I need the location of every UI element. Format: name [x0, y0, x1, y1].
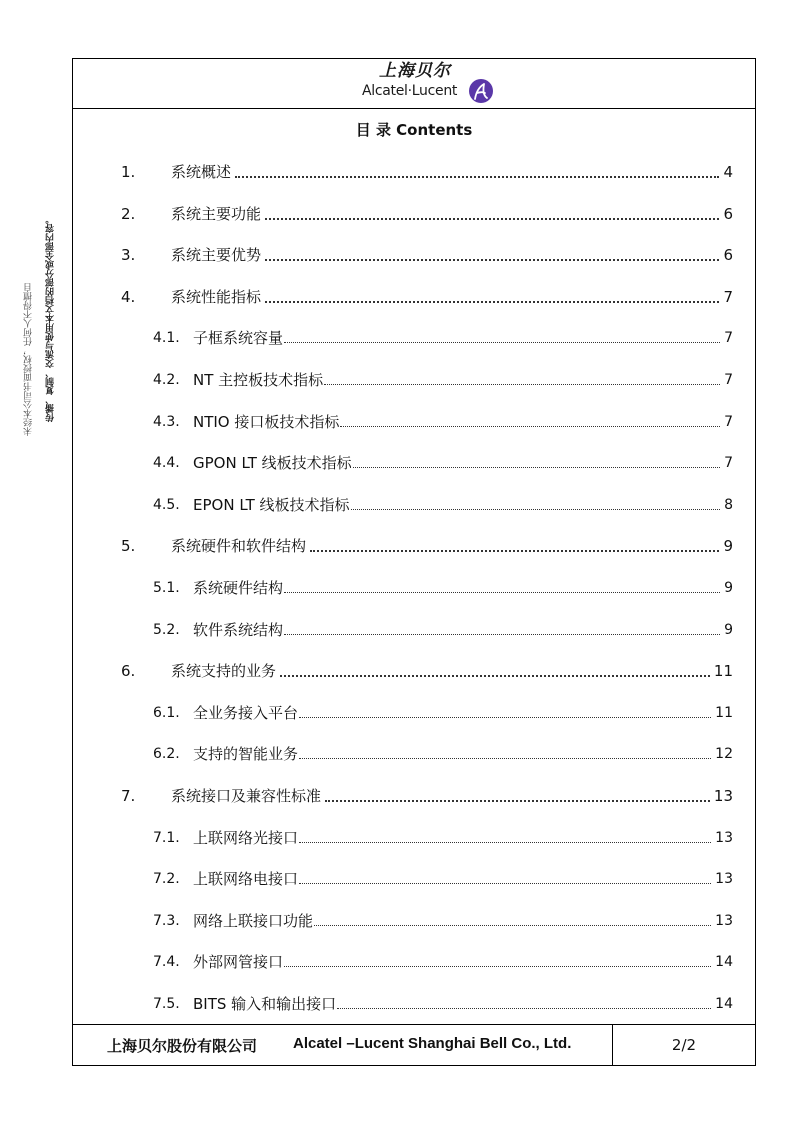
toc-entry-title: 系统主要优势 [171, 246, 262, 265]
toc-entry-title: 上联网络光接口 [193, 828, 299, 847]
page-footer [73, 1024, 755, 1065]
toc-entry-page: 9 [723, 537, 733, 556]
toc-entry-number: 6.1. [153, 704, 180, 721]
toc-entry-title: 系统支持的业务 [171, 662, 277, 681]
toc-entry[interactable] [73, 620, 755, 640]
toc-entry-title: 外部网管接口 [193, 953, 284, 972]
toc-entry-page: 9 [724, 621, 733, 638]
toc-entry-title: EPON LT 线板技术指标 [193, 495, 350, 514]
toc-entry-number: 4. [121, 287, 136, 306]
toc-entry-page: 9 [724, 580, 733, 596]
toc-dot-leader [325, 800, 710, 802]
toc-entry[interactable] [73, 536, 755, 556]
toc-entry-title: 软件系统结构 [193, 620, 284, 639]
toc-entry-page: 7 [724, 413, 733, 430]
toc-entry-title: NT 主控板技术指标 [193, 371, 324, 389]
toc-entry-page: 14 [715, 996, 733, 1012]
toc-entry[interactable] [73, 786, 755, 806]
toc-entry-number: 5.1. [153, 580, 180, 596]
toc-entry-number: 7.5. [153, 996, 180, 1012]
toc-entry-number: 4.1. [153, 330, 180, 347]
toc-entry-page: 11 [715, 704, 733, 721]
toc-entry-number: 4.3. [153, 413, 180, 430]
toc-entry-page: 8 [724, 496, 733, 513]
confidentiality-note-line1: 未经本公司书面授权，任何人不得擅自 [24, 283, 34, 436]
toc-entry-title: 子框系统容量 [193, 329, 284, 348]
toc-dot-leader [299, 717, 711, 718]
toc-dot-leader [299, 842, 711, 843]
toc-entry-page: 13 [715, 829, 733, 846]
toc-entry-number: 6. [121, 662, 136, 681]
toc-entry[interactable] [73, 328, 755, 348]
footer-page-number: 2/2 [671, 1036, 697, 1054]
toc-entry-page: 11 [713, 662, 733, 681]
toc-entry-number: 1. [121, 163, 136, 181]
toc-entry-page: 13 [715, 871, 733, 888]
toc-dot-leader [265, 259, 719, 261]
toc-entry-number: 3. [121, 246, 136, 265]
toc-entry-number: 4.4. [153, 455, 180, 472]
page-header [73, 59, 755, 109]
toc-dot-leader [324, 384, 720, 385]
toc-entry[interactable] [73, 744, 755, 764]
toc-entry-number: 5. [121, 537, 136, 556]
toc-dot-leader [314, 925, 711, 926]
toc-entry-title: 全业务接入平台 [193, 703, 299, 722]
footer-company-english: Alcatel –Lucent Shanghai Bell Co., Ltd. [293, 1035, 572, 1052]
toc-entry[interactable] [73, 162, 755, 182]
toc-dot-leader [235, 176, 719, 178]
alcatel-lucent-logo-icon [468, 78, 494, 104]
toc-dot-leader [310, 550, 719, 552]
toc-entry-number: 7. [121, 787, 136, 805]
toc-dot-leader [280, 675, 710, 677]
toc-entry-page: 13 [713, 787, 733, 805]
document-page [72, 58, 756, 1066]
toc-entry-number: 2. [121, 204, 136, 223]
toc-entry[interactable] [73, 869, 755, 889]
toc-entry[interactable] [73, 287, 755, 307]
toc-entry[interactable] [73, 911, 755, 931]
toc-entry-number: 7.4. [153, 954, 180, 971]
toc-dot-leader [299, 758, 711, 759]
toc-dot-leader [284, 966, 711, 967]
toc-entry-number: 4.2. [153, 372, 180, 388]
logo-chinese-text: 上海贝尔 [379, 61, 451, 81]
toc-entry-page: 6 [723, 204, 733, 223]
toc-entry-page: 7 [723, 287, 733, 306]
toc-entry[interactable] [73, 245, 755, 265]
toc-dot-leader [284, 634, 720, 635]
footer-company-chinese: 上海贝尔股份有限公司 [107, 1037, 258, 1055]
toc-title: 目 录 Contents [355, 121, 473, 139]
toc-entry-number: 4.5. [153, 496, 180, 513]
toc-entry-title: BITS 输入和输出接口 [193, 995, 337, 1013]
toc-dot-leader [265, 218, 719, 220]
toc-entry-title: 系统接口及兼容性标准 [171, 787, 322, 805]
toc-entry-number: 7.2. [153, 871, 180, 888]
toc-dot-leader [353, 467, 720, 468]
toc-entry-title: 系统主要功能 [171, 204, 262, 223]
toc-dot-leader [299, 883, 711, 884]
toc-dot-leader [340, 426, 720, 427]
toc-entry-page: 7 [724, 330, 733, 347]
toc-dot-leader [337, 1008, 711, 1009]
toc-entry[interactable] [73, 412, 755, 432]
toc-entry-title: 系统概述 [171, 163, 232, 181]
toc-entry-title: GPON LT 线板技术指标 [193, 454, 352, 473]
logo-english-text: Alcatel·Lucent [362, 83, 458, 99]
toc-dot-leader [284, 592, 720, 593]
footer-company-cell [73, 1025, 613, 1065]
toc-entry-number: 6.2. [153, 746, 180, 763]
toc-entry-title: 网络上联接口功能 [193, 911, 314, 930]
toc-entry-title: NTIO 接口板技术指标 [193, 412, 340, 431]
toc-entry-title: 系统硬件结构 [193, 579, 284, 597]
toc-entry-page: 6 [723, 246, 733, 265]
toc-entry-title: 系统硬件和软件结构 [171, 537, 307, 556]
toc-entry[interactable] [73, 828, 755, 848]
toc-entry-number: 7.1. [153, 829, 180, 846]
toc-entry-number: 5.2. [153, 621, 180, 638]
toc-entry[interactable] [73, 661, 755, 681]
toc-entry-page: 7 [724, 372, 733, 388]
toc-entry[interactable] [73, 370, 755, 390]
toc-entry-page: 13 [715, 912, 733, 929]
toc-dot-leader [265, 301, 719, 303]
toc-dot-leader [351, 509, 721, 510]
toc-entry[interactable] [73, 495, 755, 515]
toc-entry-page: 12 [715, 746, 733, 763]
toc-entry-title: 上联网络电接口 [193, 870, 299, 889]
toc-entry[interactable] [73, 453, 755, 473]
toc-entry-page: 4 [723, 163, 733, 181]
toc-entry-number: 7.3. [153, 912, 180, 929]
toc-entry[interactable] [73, 204, 755, 224]
toc-entry-title: 支持的智能业务 [193, 745, 299, 764]
confidentiality-note-line2: 传播、复制、交流与使用本文档的部分或全部内容。 [46, 215, 56, 422]
toc-entry-page: 7 [724, 455, 733, 472]
toc-entry[interactable] [73, 952, 755, 972]
toc-entry-page: 14 [715, 954, 733, 971]
toc-entry[interactable] [73, 703, 755, 723]
toc-entry[interactable] [73, 578, 755, 598]
toc-entry[interactable] [73, 994, 755, 1014]
toc-entry-title: 系统性能指标 [171, 287, 262, 306]
toc-dot-leader [284, 342, 720, 343]
